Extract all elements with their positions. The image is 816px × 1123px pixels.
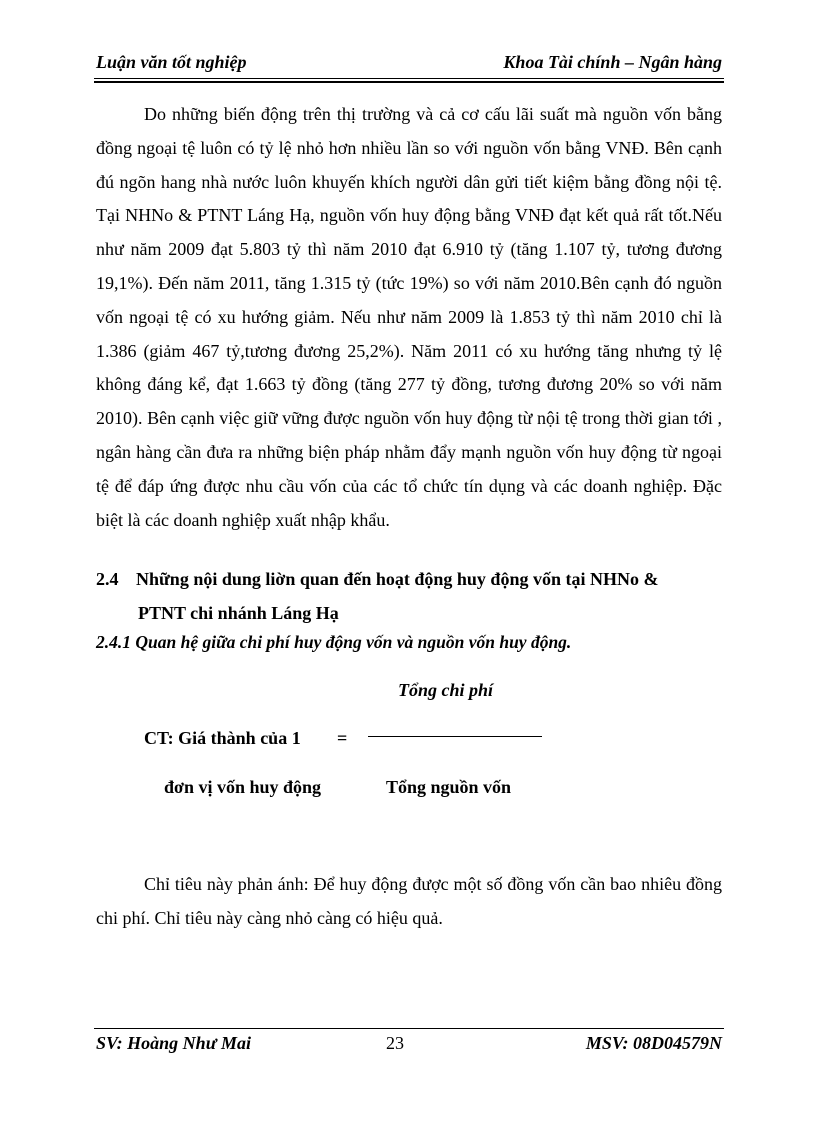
footer-student-id: MSV: 08D04579N	[585, 1033, 722, 1053]
subsection-number: 2.4.1	[96, 632, 131, 652]
page-footer	[96, 1033, 722, 1057]
formula-label: CT: Giá thành của 1	[144, 728, 301, 748]
footer-divider	[94, 1028, 724, 1029]
paragraph-1-text: Do những biến động trên thị trường và cả cơ cấu lãi suất mà nguồn vốn bằng đồng ngoại tệ luôn có tỷ lệ nhỏ hơn nhiều lần so với nguồn vốn bằng VNĐ. Bên cạnh đú ngõn hang nhà nước luôn khuyến khích người dân gửi tiết kiệm bằng đồng nội tệ. Tại NHNo & PTNT Láng Hạ, nguồn vốn huy động bằng VNĐ đạt kết quả rất tốt.Nếu như năm 2009 đạt 5.803 tỷ thì năm 2010 đạt 6.910 tỷ (tăng 1.107 tỷ, tương đương 19,1%). Đến năm 2011, tăng 1.315 tỷ (tức 19%) so với năm 2010.Bên cạnh đó nguồn vốn ngoại tệ có xu hướng giảm. Nếu như năm 2009 là 1.853 tỷ thì năm 2010 chỉ là 1.386 (giảm 467 tỷ,tương đương 25,2%). Năm 2011 có xu hướng tăng nhưng tỷ lệ không đáng kể, đạt 1.663 tỷ đồng (tăng 277 tỷ đồng, tương đương 20% so với năm 2010). Bên cạnh việc giữ vững được nguồn vốn huy động từ nội tệ trong thời gian tới , ngân hàng cần đưa ra những biện pháp nhằm đẩy mạnh nguồn vốn huy động từ ngoại tệ để đáp ứng được nhu cầu vốn của các tổ chức tín dụng và các doanh nghiệp. Đặc biệt là các doanh nghiệp xuất nhập khẩu.	[96, 104, 722, 530]
subsection-heading	[96, 632, 722, 653]
section-title-line1: Những nội dung liờn quan đến hoạt động huy động vốn tại NHNo &	[136, 569, 659, 589]
header-thesis-label: Luận văn tốt nghiệp	[96, 52, 247, 72]
formula-denominator: Tổng nguồn vốn	[386, 777, 512, 797]
body-paragraph-2	[96, 868, 722, 936]
formula-numerator: Tổng chi phí	[398, 680, 494, 700]
formula-equals: =	[337, 728, 348, 748]
header-divider	[94, 78, 724, 79]
footer-student-name: SV: Hoàng Như Mai	[96, 1033, 251, 1053]
section-heading	[96, 562, 722, 630]
section-number: 2.4	[96, 569, 119, 589]
page-number: 23	[386, 1033, 404, 1053]
body-paragraph-1	[96, 98, 722, 537]
subsection-title: Quan hệ giữa chi phí huy động vốn và nguồn vốn huy động.	[135, 632, 572, 652]
page-header	[96, 50, 722, 76]
header-divider-thick	[94, 81, 724, 83]
section-title-line2: PTNT chi nhánh Láng Hạ	[138, 603, 339, 623]
header-faculty-label: Khoa Tài chính – Ngân hàng	[503, 52, 722, 72]
paragraph-2-text: Chỉ tiêu này phản ánh: Để huy động được một số đồng vốn cần bao nhiêu đồng chi phí. Chỉ tiêu này càng nhỏ càng có hiệu quả.	[96, 874, 722, 928]
formula-fraction-bar	[368, 736, 542, 737]
formula-label-line2: đơn vị vốn huy động	[164, 777, 322, 797]
